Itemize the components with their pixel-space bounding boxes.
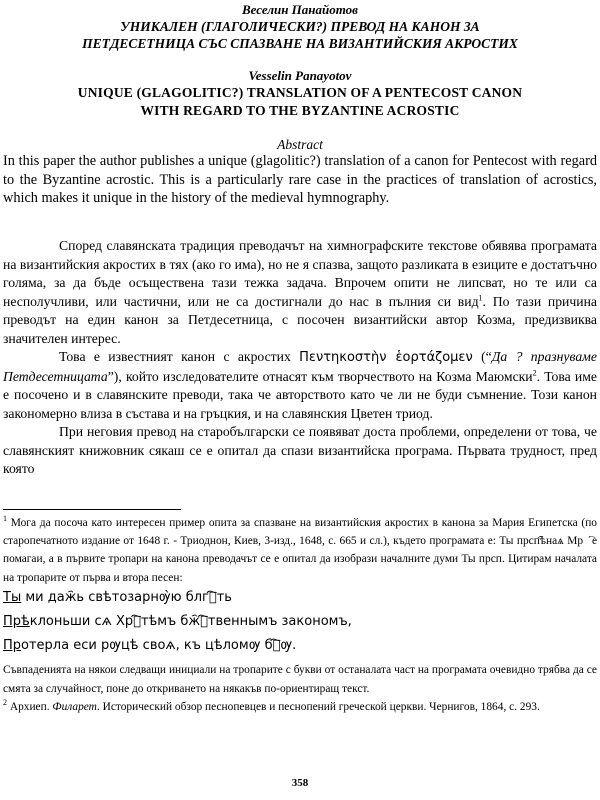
verse-line-2-initial: Прѣ [3, 614, 30, 630]
title-bulgarian-line-2: ПЕТДЕСЕТНИЦА СЪС СПАЗВАНЕ НА ВИЗАНТИЙСКИЯ АКРОСТИХ [82, 36, 518, 51]
verse-line-1 [3, 589, 597, 607]
footnote-ref-2: 2 [532, 367, 537, 377]
body-paragraph-1-text-a: Според славянската традиция преводачът на химнографските текстове обявява програмата на византийския акростих в тях (ако го има), но не я спазва, защото разликата в езиците е достатъчно голяма, за да бъде осъществена тази тежка задача. Впрочем опити не липсват, но те или са несполучливи, или частични, или не са достигнали до нас в пълния си вид [3, 238, 597, 309]
title-bulgarian-line-1: УНИКАЛЕН (ГЛАГОЛИЧЕСКИ?) ПРЕВОД НА КАНОН ЗА [120, 19, 480, 34]
body-paragraph-1 [3, 237, 597, 348]
footnotes [3, 514, 597, 716]
verse-line-2 [3, 613, 597, 631]
verse-line-2-text: клоньши сѧ Хрⷭ҇тѣмъ бж҄ⷭ҇твеннымъ закономъ, [29, 614, 352, 630]
title-bulgarian [0, 18, 600, 52]
footnote-1-tail: Съвпаденията на някои следващи инициали на тропарите с букви от останалата част на програмата очевидно трябва да се смята за случайност, поне до откриването на някакъв по-ориентиращ текст. [3, 664, 597, 695]
verse-line-3 [3, 637, 597, 655]
greek-acrostic: Πεντηκοστὴν ἑορτάζομεν [299, 350, 473, 365]
verse-line-3-text: отерла еси рѹцѣ своѧ, къ цѣломѹ бⷢ҇ѹ. [21, 638, 297, 654]
footnote-2 [3, 698, 597, 716]
body-paragraph-2-text-d: . Това име е посочено и в славянските преводи, така че авторството като че ли не буди съмнение. Този канон закономерно влиза в състава и на гръцкия, и на славянския Цветен триод. [3, 368, 597, 421]
body-paragraph-2-text-c: ”), който изследователите отнасят към творчеството на Козма Маюмски [107, 368, 533, 384]
title-english [0, 84, 600, 120]
body-paragraph-3: При неговия превод на старобългарски се появяват доста проблеми, определени от това, че славянският книжовник сякаш се е опитал да спази византийска програма. Първата трудност, пред която [3, 424, 597, 476]
footnote-1-text: Мога да посоча като интересен пример опита за спазване на византийския акростих в канона за Мария Египетска (по старопечатното издание от 1648 г. - Триоднон, Киев, 3-изд., 1648, с. 665 и сл.), където програмата е: Ты прсп҄ѣнаѧ Мрⷬ҇е помагаи, а в първите тропари на канона преводачът се е опитал да изобрази началните думи Ты прсп. Цитирам началата на тропарите от първа и втора песен: [3, 517, 597, 584]
footnote-separator [3, 509, 181, 510]
footnote-1 [3, 514, 597, 587]
body-paragraph-2-text-a: Това е известният канон с акростих [59, 349, 300, 364]
title-english-line-1: UNIQUE (GLAGOLITIC?) TRANSLATION OF A PENTECOST CANON [77, 85, 523, 100]
body-paragraph-2-text-b: (“ [472, 349, 492, 364]
verse-line-1-initial: Ты [3, 589, 22, 605]
footnote-2-author: Филарет [52, 700, 97, 713]
verse-line-1-text: ми даж҄ь свѣтозарнѹ̀ю блгⷭ҇ть [21, 589, 232, 605]
author-name-english: Vesselin Panayotov [248, 68, 352, 83]
author-name-bulgarian: Веселин Панайотов [242, 2, 358, 17]
abstract-text: In this paper the author publishes a unique (glagolitic?) translation of a canon for Pentecost with regard to the Byzantine acrostic. This is a particularly rare case in the practices of translation of acrostics, which makes it unique in the history of the medieval hymnography. [3, 153, 597, 206]
page-number: 358 [291, 777, 309, 789]
verse-line-3-initial: Пр [3, 638, 22, 654]
acrostic-translation: Да ? празнуваме Петдесетницата [3, 349, 597, 384]
footnote-2-text-b: . Исторический обзор песнопевцев и песнопений греческой церкви. Чернигов, 1864, с. 293. [96, 700, 540, 713]
body-paragraph-2 [3, 348, 597, 423]
body-text [3, 237, 597, 479]
footnote-1-mark: 1 [3, 514, 7, 524]
footnote-2-text-a: Архиеп. [7, 700, 53, 713]
title-english-line-2: WITH REGARD TO THE BYZANTINE ACROSTIC [140, 103, 460, 118]
body-paragraph-1-text-b: . По тази причина преводът на един канон за Петдесетница, с посочен византийски автор Козма, предизвиква значителен интерес. [3, 293, 597, 346]
abstract-heading: Abstract [277, 137, 323, 152]
footnote-2-mark: 2 [3, 698, 7, 708]
footnote-ref-1: 1 [478, 292, 483, 302]
